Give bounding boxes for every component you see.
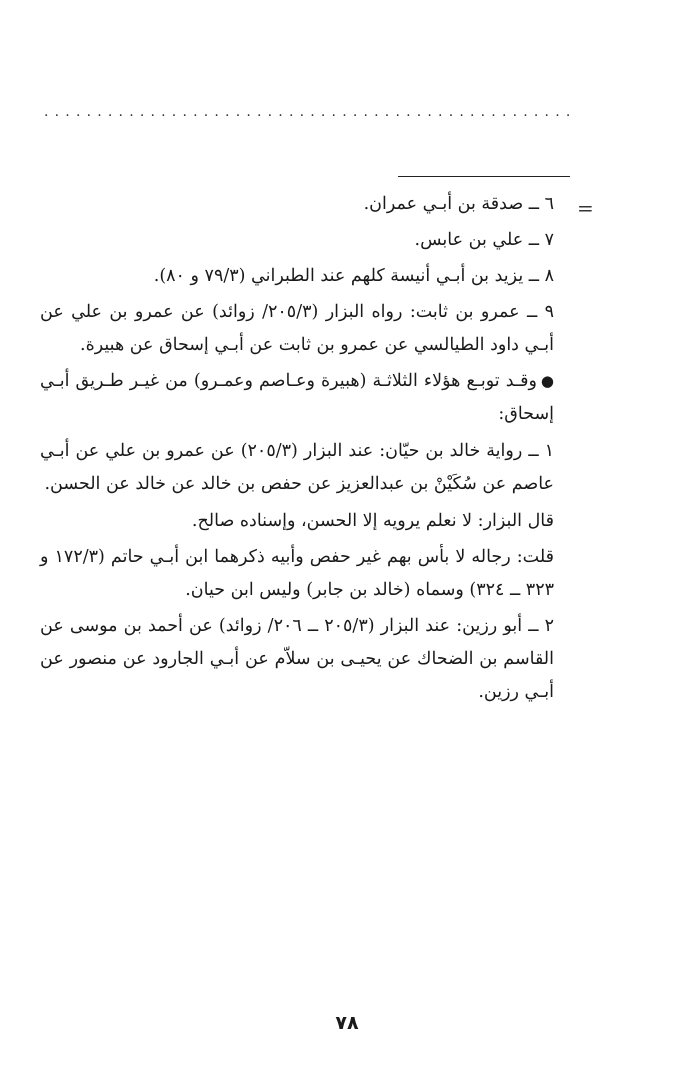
dotted-separator: .................................................. bbox=[44, 104, 577, 120]
narrator-item-8: ٨ ــ يزيد بن أبـي أنيسة كلهم عند الطبراني (٧٩/٣ و ٨٠). bbox=[153, 266, 554, 286]
continuation-marker: = bbox=[577, 196, 594, 220]
route-item-2: ٢ ــ أبو رزين: عند البزار (٢٠٥/٣ ــ ٢٠٦/ زوائد) عن أحمد بن موسى عن القاسم بن الضحاك عن يحيـى بن سلاّم عن أبـي الجارود عن منصور عن أبـي رزين. bbox=[40, 616, 554, 702]
bullet-icon: ● bbox=[540, 372, 554, 390]
follow-up-text: وقـد توبـع هؤلاء الثلاثـة (هبيرة وعـاصم وعمـرو) من غيـر طـريق أبـي إسحاق: bbox=[40, 371, 554, 424]
author-comment: قلت: رجاله لا بأس بهم غير حفص وأبيه ذكرهما ابن أبـي حاتم (١٧٢/٣ و ٣٢٣ ــ ٣٢٤) وسماه (خالد بن جابر) وليس ابن حيان. bbox=[40, 547, 555, 600]
page-number: ٧٨ bbox=[335, 1012, 359, 1034]
narrator-item-6: ٦ ــ صدقة بن أبـي عمران. bbox=[363, 194, 554, 214]
route-item-1: ١ ــ رواية خالد بن حيّان: عند البزار (٢٠٥/٣) عن عمرو بن علي عن أبـي عاصم عن سُكَيْنْ بن عبدالعزيز عن حفص بن خالد عن خالد عن الحسن. bbox=[40, 441, 554, 494]
follow-up-paragraph bbox=[40, 365, 554, 431]
bazzar-comment: قال البزار: لا نعلم يرويه إلا الحسن، وإسناده صالح. bbox=[191, 511, 554, 531]
narrator-item-9: ٩ ــ عمرو بن ثابت: رواه البزار (٢٠٥/٣/ زوائد) عن عمرو بن علي عن أبـي داود الطيالسي عن عمرو بن ثابت عن أبـي إسحاق عن هبيرة. bbox=[40, 302, 554, 355]
footnote-body bbox=[40, 188, 554, 712]
footnote-rule bbox=[398, 176, 570, 177]
narrator-item-7: ٧ ــ علي بن عابس. bbox=[414, 230, 554, 250]
